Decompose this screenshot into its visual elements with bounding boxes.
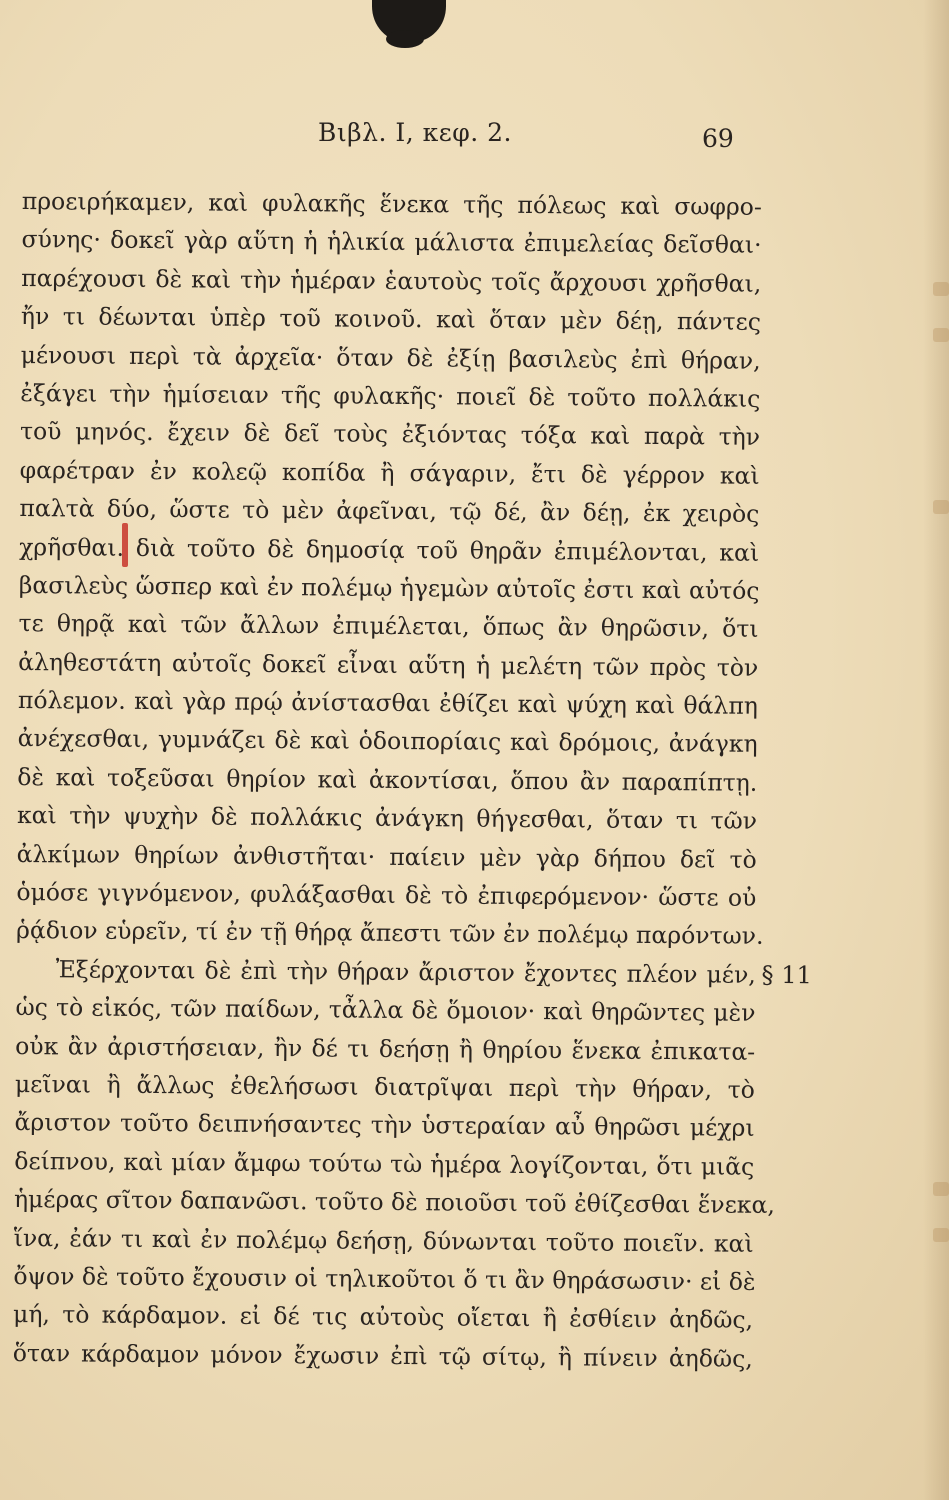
text-line: παρέχουσι δὲ καὶ τὴν ἡμέραν ἑαυτοὺς τοῖς ἄρχουσι χρῆσθαι,	[21, 263, 762, 298]
bleed-through-mark	[933, 500, 949, 514]
text-line: τε θηρᾷ καὶ τῶν ἄλλων ἐπιμέλεται, ὅπως ἂν θηρῶσιν, ὅτι	[18, 609, 759, 644]
text-line: χρῆσθαι. διὰ τοῦτο δὲ δημοσίᾳ τοῦ θηρᾶν ἐπιμέλονται, καὶ	[19, 532, 760, 567]
text-line: ἄριστον τοῦτο δειπνήσαντες τὴν ὑστεραίαν αὖ θηρῶσι μέχρι	[14, 1108, 755, 1143]
text-line: μεῖναι ἢ ἄλλως ἐθελήσωσι διατρῖψαι περὶ τὴν θήραν, τὸ	[14, 1069, 756, 1104]
text-line: ὄψον δὲ τοῦτο ἔχουσιν οἱ τηλικοῦτοι ὅ τι ἂν θηράσωσιν· εἰ δὲ	[13, 1261, 756, 1296]
bleed-through-mark	[933, 282, 949, 296]
page-edge-shadow	[923, 0, 949, 1500]
text-line: δείπνου, καὶ μίαν ἄμφω τούτω τὼ ἡμέρα λογίζονται, ὅτι μιᾶς	[14, 1146, 755, 1181]
text-line: προειρήκαμεν, καὶ φυλακῆς ἕνεκα τῆς πόλεως καὶ σωφρο-	[21, 186, 762, 221]
bleed-through-mark	[933, 1228, 949, 1242]
text-line: ἀνέχεσθαι, γυμνάζει δὲ καὶ ὁδοιπορίαις καὶ δρόμοις, ἀνάγκη	[17, 724, 758, 759]
ink-blot	[372, 0, 446, 42]
text-line: δὲ καὶ τοξεῦσαι θηρίον καὶ ἀκοντίσαι, ὅπου ἂν παραπίπτῃ.	[17, 762, 758, 797]
text-line: σύνης· δοκεῖ γὰρ αὕτη ἡ ἡλικία μάλιστα ἐπιμελείας δεῖσθαι·	[21, 225, 762, 260]
text-line: ῥᾴδιον εὑρεῖν, τί ἐν τῇ θήρᾳ ἄπεστι τῶν ἐν πολέμῳ παρόντων.	[16, 916, 764, 951]
text-line: ὁμόσε γιγνόμενον, φυλάξασθαι δὲ τὸ ἐπιφερόμενον· ὥστε οὐ	[16, 878, 757, 912]
page-number: 69	[702, 124, 734, 153]
paragraph-start-line	[16, 950, 812, 994]
text-line: παλτὰ δύο, ὥστε τὸ μὲν ἀφεῖναι, τῷ δέ, ἂν δέῃ, ἐκ χειρὸς	[19, 494, 760, 528]
text-line: καὶ τὴν ψυχὴν δὲ πολλάκις ἀνάγκη θήγεσθαι, ὅταν τι τῶν	[16, 801, 758, 836]
bleed-through-mark	[933, 1182, 949, 1196]
text-line: ἤν τι δέωνται ὑπὲρ τοῦ κοινοῦ. καὶ ὅταν μὲν δέῃ, πάντες	[20, 302, 762, 336]
text-line: τοῦ μηνός. ἔχειν δὲ δεῖ τοὺς ἐξιόντας τόξα καὶ παρὰ τὴν	[19, 417, 761, 452]
text-line: ὅταν κάρδαμον μόνον ἔχωσιν ἐπὶ τῷ σίτῳ, ἢ πίνειν ἀηδῶς,	[12, 1338, 753, 1373]
text-line: ἐξάγει τὴν ἡμίσειαν τῆς φυλακῆς· ποιεῖ δὲ τοῦτο πολλάκις	[20, 378, 761, 413]
running-head	[0, 118, 949, 158]
text-line: μή, τὸ κάρδαμον. εἰ δέ τις αὐτοὺς οἴεται ἢ ἐσθίειν ἀηδῶς,	[12, 1300, 754, 1335]
text-line: ἡμέρας σῖτον δαπανῶσι. τοῦτο δὲ ποιοῦσι τοῦ ἐθίζεσθαι ἕνεκα,	[13, 1185, 775, 1220]
body-text	[12, 182, 812, 1378]
text-line: πόλεμον. καὶ γὰρ πρῴ ἀνίστασθαι ἐθίζει καὶ ψύχη καὶ θάλπη	[17, 686, 759, 720]
bleed-through-mark	[933, 328, 949, 342]
section-marker: § 11	[761, 960, 812, 990]
running-title: Βιβλ. Ι, κεφ. 2.	[318, 118, 512, 147]
text-line-content: Ἐξέρχονται δὲ ἐπὶ τὴν θήραν ἄριστον ἔχοντες πλέον μέν,	[55, 955, 756, 989]
text-line: ἀληθεστάτη αὐτοῖς δοκεῖ εἶναι αὕτη ἡ μελέτη τῶν πρὸς τὸν	[18, 647, 759, 682]
text-line: βασιλεὺς ὥσπερ καὶ ἐν πολέμῳ ἡγεμὼν αὐτοῖς ἐστι καὶ αὐτός	[18, 570, 760, 605]
text-line: φαρέτραν ἐν κολεῷ κοπίδα ἢ σάγαριν, ἔτι δὲ γέρρον καὶ	[19, 455, 760, 490]
text-line: οὐκ ἂν ἀριστήσειαν, ἢν δέ τι δεήσῃ ἢ θηρίου ἕνεκα ἐπικατα-	[15, 1031, 756, 1066]
text-line: ἵνα, ἐάν τι καὶ ἐν πολέμῳ δεήσῃ, δύνωνται τοῦτο ποιεῖν. καὶ	[13, 1223, 754, 1258]
text-line: ἀλκίμων θηρίων ἀνθιστῆται· παίειν μὲν γὰρ δήπου δεῖ τὸ	[16, 839, 757, 874]
text-line: μένουσι περὶ τὰ ἀρχεῖα· ὅταν δὲ ἐξίῃ βασιλεὺς ἐπὶ θήραν,	[20, 340, 761, 375]
text-line: ὡς τὸ εἰκός, τῶν παίδων, τἆλλα δὲ ὅμοιον· καὶ θηρῶντες μὲν	[15, 993, 756, 1027]
